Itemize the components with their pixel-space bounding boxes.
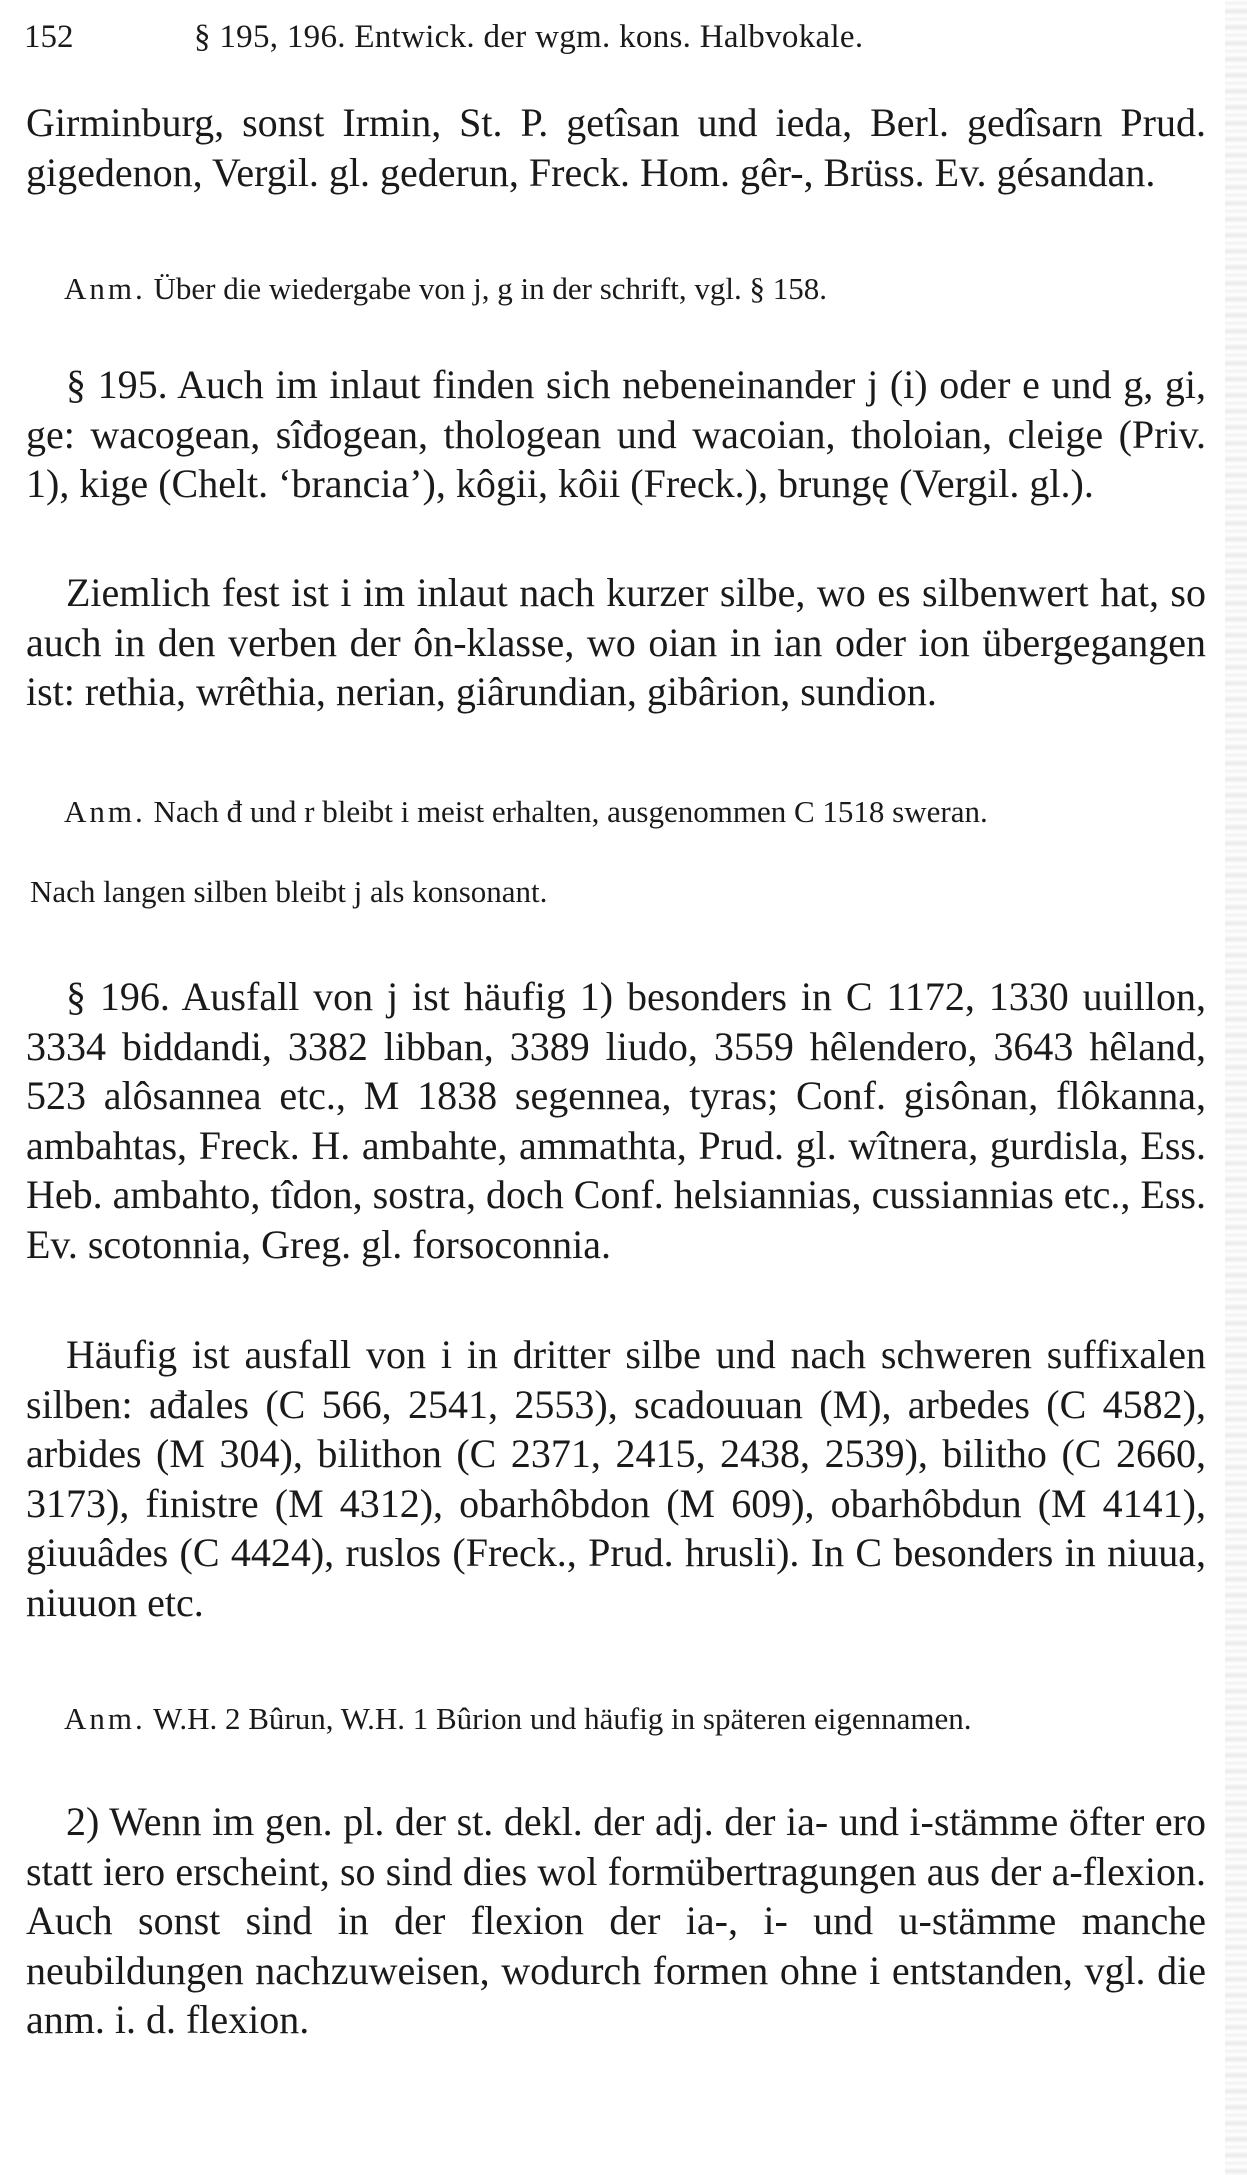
note-text: Nach đ und r bleibt i meist erhalten, ausgenommen C 1518 sweran. — [153, 794, 988, 829]
running-header — [24, 16, 1204, 58]
note-158 — [30, 270, 1206, 307]
section-195-note-2: Nach langen silben bleibt j als konsonant. — [30, 874, 548, 909]
note-text: W.H. 2 Bûrun, W.H. 1 Bûrion und häufig in späteren eigennamen. — [152, 1701, 972, 1736]
section-196-paragraph-1: § 196. Ausfall von j ist häufig 1) besonders in C 1172, 1330 uuillon, 3334 biddandi, 3382 libban, 3389 liudo, 3559 hêlendero, 3643 hêland, 523 alôsannea etc., M 1838 segennea, tyras; Conf. gisônan, flôkanna, ambahtas, Freck. H. ambahte, ammathta, Prud. gl. wîtnera, gurdisla, Ess. Heb. ambahto, tîdon, sostra, doch Conf. helsiannias, cussiannias etc., Ess. Ev. scotonnia, Greg. gl. forsoconnia. — [26, 974, 1206, 1267]
section-196-paragraph-2: Häufig ist ausfall von i in dritter silbe und nach schweren suffixalen silben: ađales (C 566, 2541, 2553), scadouuan (M), arbedes (C 4582), arbides (M 304), bilithon (C 2371, 2415, 2438, 2539), bilitho (C 2660, 3173), finistre (M 4312), obarhôbdon (M 609), obarhôbdun (M 4141), giuuâdes (C 4424), ruslos (Freck., Prud. hrusli). In C besonders in niuua, niuuon etc. — [26, 1332, 1206, 1625]
note-label: Anm. — [64, 1701, 146, 1736]
section-196-paragraph-3: 2) Wenn im gen. pl. der st. dekl. der adj. der ia- und i-stämme öfter ero statt iero erscheint, so sind dies wol formübertragungen aus der a-flexion. Auch sonst sind in der flexion der ia-, i- und u-stämme manche neubildungen nachzuweisen, wodurch formen ohne i entstanden, vgl. die anm. i. d. flexion. — [26, 1799, 1206, 2043]
note-label: Anm. — [64, 794, 146, 829]
intro-paragraph: Girminburg, sonst Irmin, St. P. getîsan und ieda, Berl. gedîsarn Prud. gigedenon, Vergil. gl. gederun, Freck. Hom. gêr-, Brüss. Ev. gésandan. — [26, 100, 1206, 195]
section-196-note — [30, 1700, 1206, 1737]
running-title: § 195, 196. Entwick. der wgm. kons. Halbvokale. — [194, 19, 864, 55]
section-195-paragraph-2: Ziemlich fest ist i im inlaut nach kurzer silbe, wo es silbenwert hat, so auch in den verben der ôn-klasse, wo oian in ian oder ion übergegangen ist: rethia, wrêthia, nerian, giârundian, gibârion, sundion. — [26, 570, 1206, 715]
scan-edge — [1225, 0, 1247, 2175]
section-195-note-1 — [30, 793, 1206, 830]
section-195-paragraph-1: § 195. Auch im inlaut finden sich nebeneinander j (i) oder e und g, gi, ge: wacogean, sîđogean, thologean und wacoian, tholoian, cleige (Priv. 1), kige (Chelt. ‘brancia’), kôgii, kôii (Freck.), brungę (Vergil. gl.). — [26, 362, 1206, 507]
page-number: 152 — [24, 19, 74, 55]
note-label: Anm. — [64, 271, 146, 306]
note-text: Über die wiedergabe von j, g in der schrift, vgl. § 158. — [153, 271, 828, 306]
